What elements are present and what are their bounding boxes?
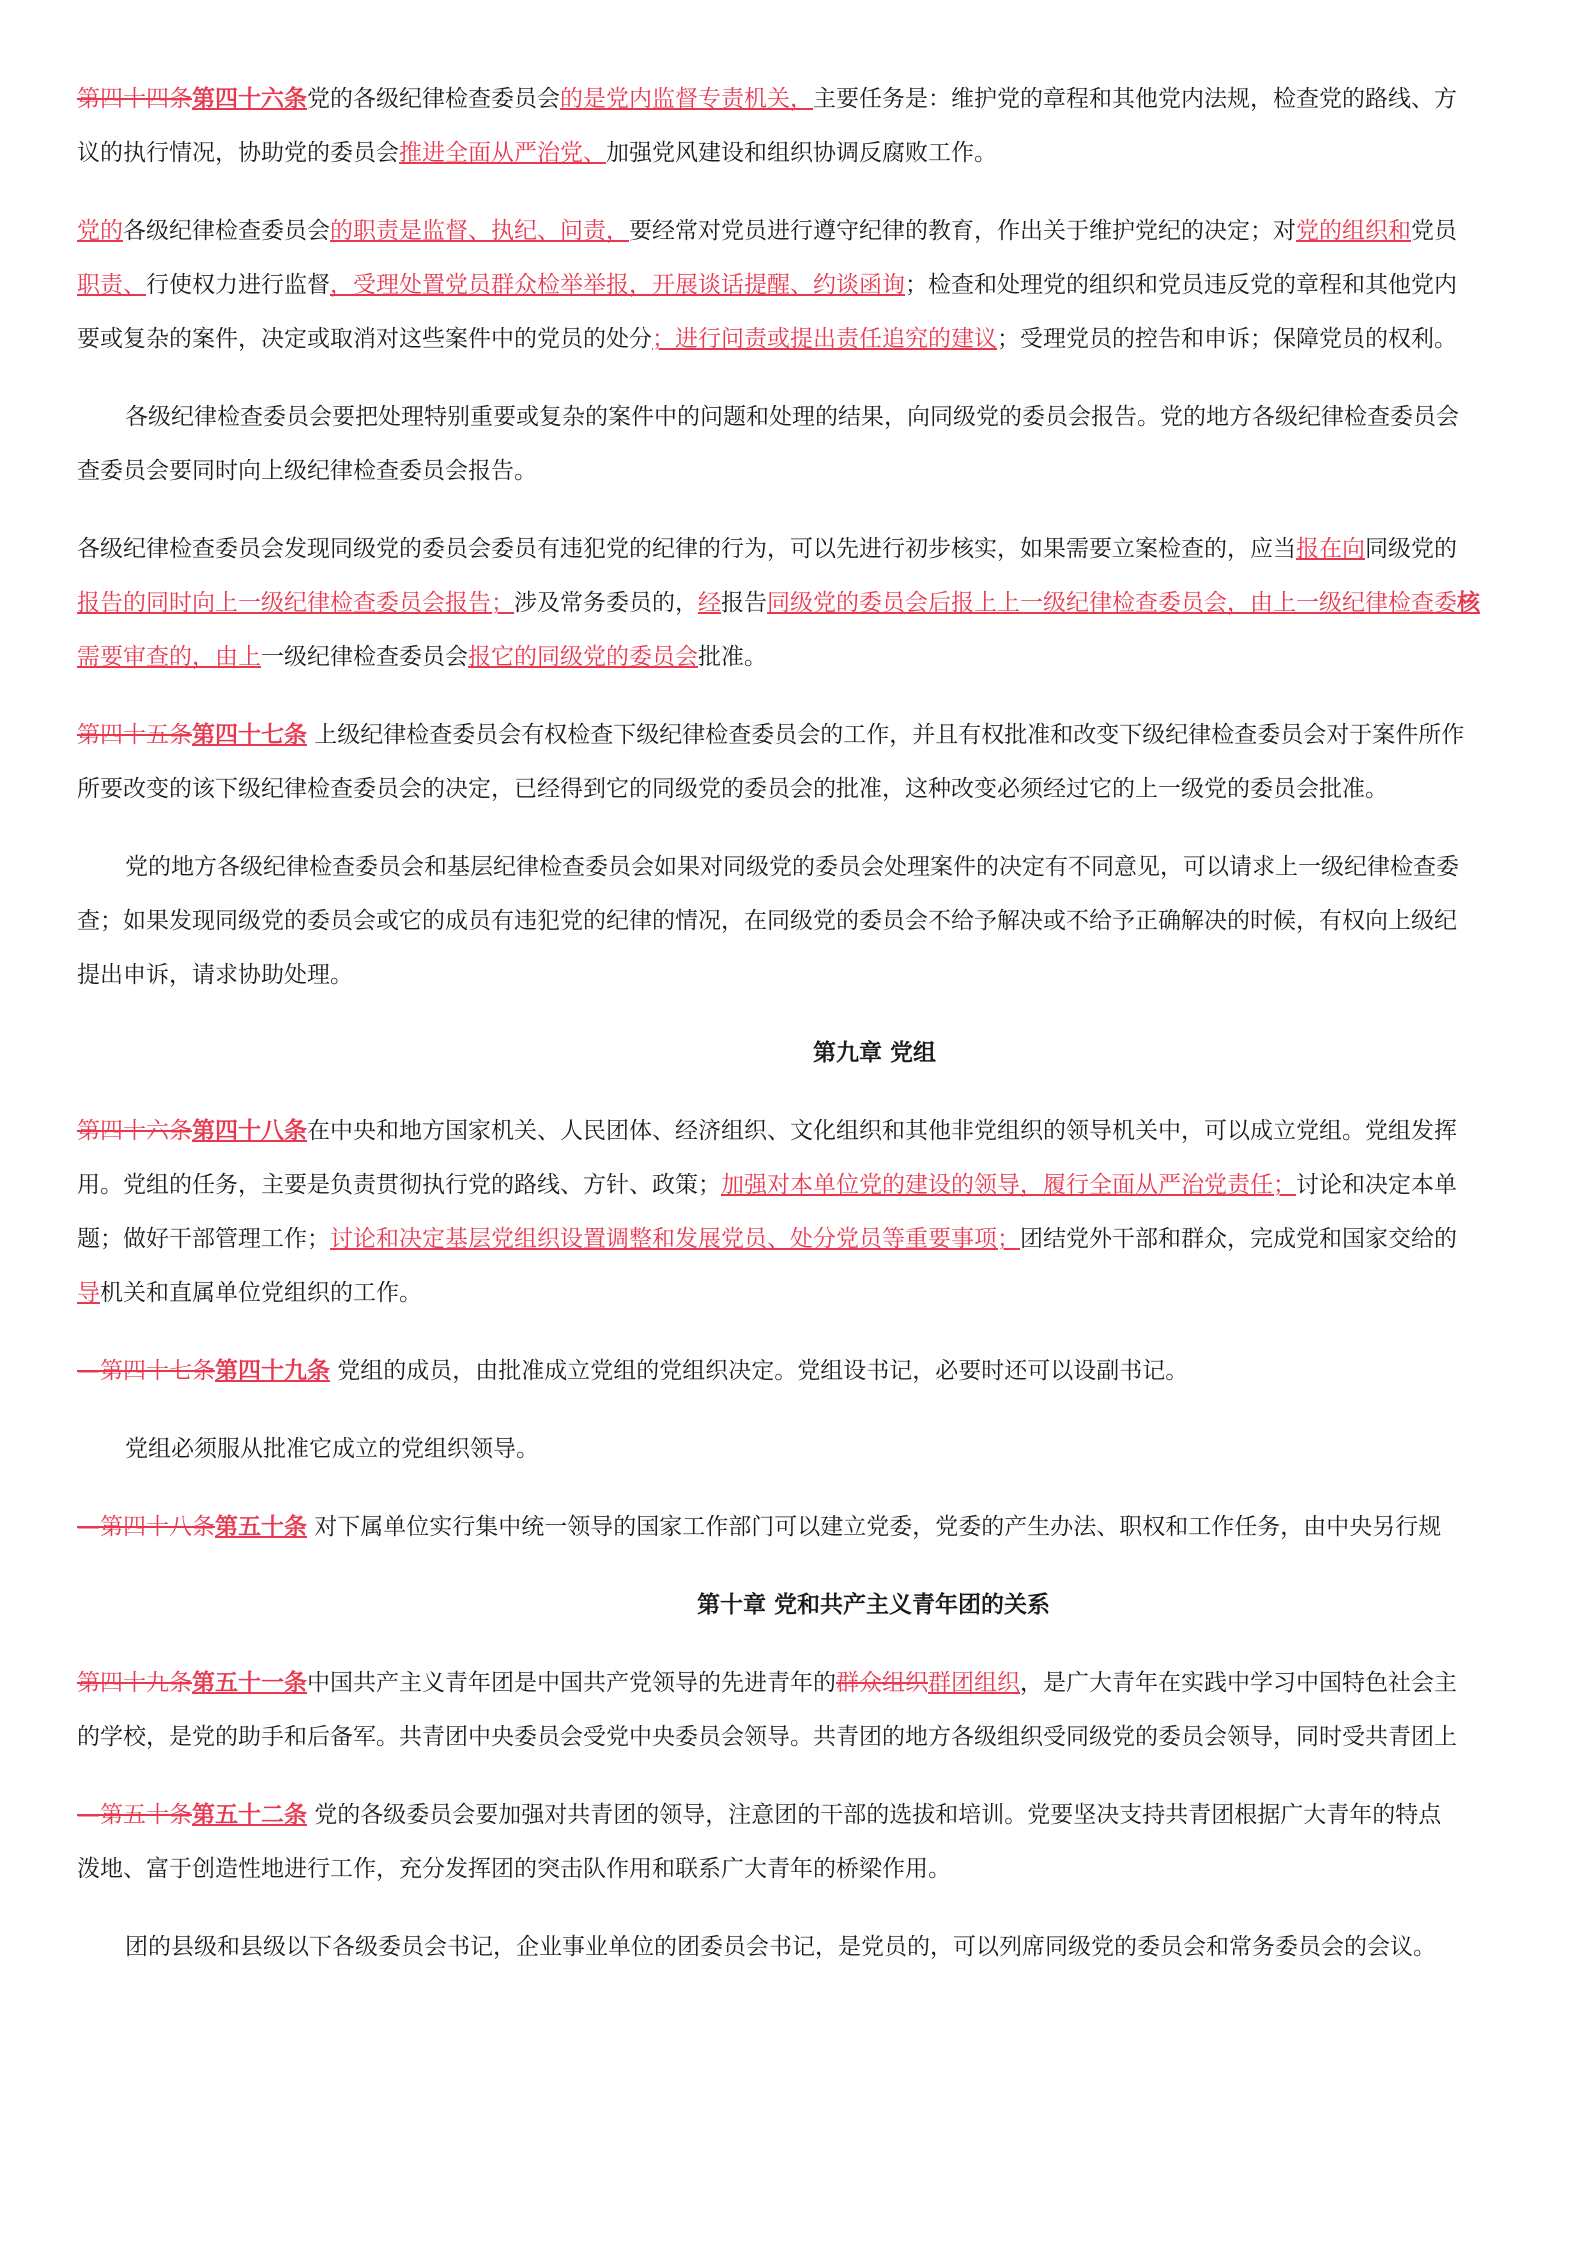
deleted-text: —第五十条 [77, 1802, 192, 1828]
text-line [77, 708, 1547, 762]
text-line [77, 1920, 1547, 1974]
text-line [77, 72, 1547, 126]
report-para [77, 390, 1547, 498]
text-run: ；受理党员的控告和申诉；保障党员的权利。 [997, 326, 1457, 352]
text-line [77, 444, 1547, 498]
text-run: 行使权力进行监督 [146, 272, 330, 298]
text-run: ，是广大青年在实践中学习中国特色社会主 [1020, 1670, 1457, 1696]
inserted-text: 群团组织 [928, 1670, 1020, 1696]
text-line [77, 1842, 1547, 1896]
deleted-text: 群众组织 [836, 1670, 928, 1696]
text-line [77, 1422, 1547, 1476]
text-line [77, 204, 1547, 258]
inserted-text: 第五十条 [215, 1514, 307, 1540]
document-page [77, 72, 1547, 1998]
text-run: 中国共产主义青年团是中国共产党领导的先进青年的 [307, 1670, 836, 1696]
text-line [77, 1104, 1547, 1158]
text-run: 要经常对党员进行遵守纪律的教育，作出关于维护党纪的决定；对 [629, 218, 1296, 244]
text-line [77, 762, 1547, 816]
inserted-text: 第四十八条 [192, 1118, 307, 1144]
inserted-text: 讨论和决定基层党组织设置调整和发展党员、处分党员等重要事项； [330, 1226, 1020, 1252]
text-run: 议的执行情况，协助党的委员会 [77, 140, 399, 166]
text-run: 党组必须服从批准它成立的党组织领导。 [125, 1436, 539, 1462]
inserted-text: 党的组织和 [1296, 218, 1411, 244]
chapter-9-heading: 第九章 党组 [813, 1040, 937, 1066]
text-run: 的学校，是党的助手和后备军。共青团中央委员会受党中央委员会领导。共青团的地方各级组织受同级党的委员会领导，同时受共青团上 [77, 1724, 1457, 1750]
text-run: 报告 [721, 590, 767, 616]
text-line [77, 1344, 1547, 1398]
inserted-text: 加强对本单位党的建设的领导，履行全面从严治党责任； [721, 1172, 1296, 1198]
obey-para [77, 1422, 1547, 1476]
text-run: 同级党的 [1365, 536, 1457, 562]
text-run: 上级纪律检查委员会有权检查下级纪律检查委员会的工作，并且有权批准和改变下级纪律检查委员会对于案件所作 [307, 722, 1465, 748]
text-line [77, 840, 1547, 894]
text-run: 加强党风建设和组织协调反腐败工作。 [606, 140, 997, 166]
inserted-text: ，受理处置党员群众检举举报，开展谈话提醒、约谈函询 [330, 272, 905, 298]
deleted-text: 第四十五条 [77, 722, 192, 748]
inserted-text: 第四十九条 [215, 1358, 330, 1384]
inserted-text: 报在向 [1296, 536, 1365, 562]
text-run: 批准。 [698, 644, 767, 670]
duties-para [77, 204, 1547, 366]
text-run: 一级纪律检查委员会 [261, 644, 468, 670]
inserted-text: 的职责是监督、执纪、问责， [330, 218, 629, 244]
inserted-text: 经 [698, 590, 721, 616]
text-line [77, 1656, 1547, 1710]
text-run: 各级纪律检查委员会要把处理特别重要或复杂的案件中的问题和处理的结果，向同级党的委员会报告。党的地方各级纪律检查委员会 [125, 404, 1459, 430]
text-line [77, 126, 1547, 180]
text-run: 要或复杂的案件，决定或取消对这些案件中的党员的处分 [77, 326, 652, 352]
text-line [77, 1158, 1547, 1212]
deleted-text: 第四十六条 [77, 1118, 192, 1144]
text-run: 党的各级纪律检查委员会 [307, 86, 560, 112]
text-run: 所要改变的该下级纪律检查委员会的决定，已经得到它的同级党的委员会的批准，这种改变必须经过它的上一级党的委员会批准。 [77, 776, 1388, 802]
text-run: 提出申诉，请求协助处理。 [77, 962, 353, 988]
inserted-text: 党的 [77, 218, 123, 244]
text-line [77, 522, 1547, 576]
text-run: 党的地方各级纪律检查委员会和基层纪律检查委员会如果对同级党的委员会处理案件的决定有不同意见，可以请求上一级纪律检查委 [125, 854, 1459, 880]
text-run: 讨论和决定本单 [1296, 1172, 1457, 1198]
text-line [77, 1788, 1547, 1842]
appeal-para [77, 840, 1547, 1002]
text-run: 团结党外干部和群众，完成党和国家交给的 [1020, 1226, 1457, 1252]
text-line [77, 1212, 1547, 1266]
text-run: 查；如果发现同级党的委员会或它的成员有违犯党的纪律的情况，在同级党的委员会不给予解决或不给予正确解决的时候，有权向上级纪 [77, 908, 1457, 934]
text-line [77, 576, 1547, 630]
inserted-text: 的是党内监督专责机关， [560, 86, 813, 112]
text-run: 主要任务是：维护党的章程和其他党内法规，检查党的路线、方 [813, 86, 1457, 112]
deleted-text: 第四十四条 [77, 86, 192, 112]
violation-para [77, 522, 1547, 684]
text-line [77, 630, 1547, 684]
inserted-text: 报它的同级党的委员会 [468, 644, 698, 670]
article-44-46-para [77, 72, 1547, 180]
text-run: 用。党组的任务，主要是负责贯彻执行党的路线、方针、政策； [77, 1172, 721, 1198]
inserted-text: 职责、 [77, 272, 146, 298]
article-45-47-para [77, 708, 1547, 816]
text-run: 查委员会要同时向上级纪律检查委员会报告。 [77, 458, 537, 484]
text-run: 党员 [1411, 218, 1457, 244]
text-run: 对下属单位实行集中统一领导的国家工作部门可以建立党委，党委的产生办法、职权和工作任务，由中央另行规 [307, 1514, 1442, 1540]
text-run: 在中央和地方国家机关、人民团体、经济组织、文化组织和其他非党组织的领导机关中，可以成立党组。党组发挥 [307, 1118, 1457, 1144]
text-run: 题；做好干部管理工作； [77, 1226, 330, 1252]
inserted-text: 第五十一条 [192, 1670, 307, 1696]
article-46-48-para [77, 1104, 1547, 1320]
text-run: 团的县级和县级以下各级委员会书记，企业事业单位的团委员会书记，是党员的，可以列席同级党的委员会和常务委员会的会议。 [125, 1934, 1436, 1960]
deleted-text: —第四十八条 [77, 1514, 215, 1540]
inserted-text: 第四十六条 [192, 86, 307, 112]
text-line [77, 312, 1547, 366]
text-run: 涉及常务委员的， [514, 590, 698, 616]
inserted-text: ；进行问责或提出责任追究的建议 [652, 326, 997, 352]
inserted-text: 同级党的委员会后报上 [767, 590, 997, 616]
inserted-text: 推进全面从严治党、 [399, 140, 606, 166]
deleted-text: —第四十七条 [77, 1358, 215, 1384]
text-run: 党组的成员，由批准成立党组的党组织决定。党组设书记，必要时还可以设副书记。 [330, 1358, 1189, 1384]
inserted-text: 导 [77, 1280, 100, 1306]
text-line [77, 948, 1547, 1002]
article-50-52-para [77, 1788, 1547, 1896]
inserted-text: 核 [1457, 590, 1480, 616]
chapter-10-heading: 第十章 党和共产主义青年团的关系 [697, 1592, 1051, 1618]
article-47-49-para [77, 1344, 1547, 1398]
text-line [77, 1710, 1547, 1764]
inserted-text: 需要审查的，由上 [77, 644, 261, 670]
text-run: 各级纪律检查委员会发现同级党的委员会委员有违犯党的纪律的行为，可以先进行初步核实，如果需要立案检查的，应当 [77, 536, 1296, 562]
text-run: 党的各级委员会要加强对共青团的领导，注意团的干部的选拔和培训。党要坚决支持共青团根据广大青年的特点 [307, 1802, 1442, 1828]
text-line [77, 1500, 1547, 1554]
article-48-50-para [77, 1500, 1547, 1554]
text-line [77, 894, 1547, 948]
text-run: 机关和直属单位党组织的工作。 [100, 1280, 422, 1306]
article-49-51-para [77, 1656, 1547, 1764]
text-line [77, 390, 1547, 444]
inserted-text: 第四十七条 [192, 722, 307, 748]
inserted-text: 报告的同时向上一级纪律检查委员会报告； [77, 590, 514, 616]
text-run: ；检查和处理党的组织和党员违反党的章程和其他党内 [905, 272, 1457, 298]
inserted-text: 第五十二条 [192, 1802, 307, 1828]
text-run: 各级纪律检查委员会 [123, 218, 330, 244]
youth-secretary-para [77, 1920, 1547, 1974]
text-line [77, 1266, 1547, 1320]
deleted-text: 第四十九条 [77, 1670, 192, 1696]
text-run: 泼地、富于创造性地进行工作，充分发挥团的突击队作用和联系广大青年的桥梁作用。 [77, 1856, 951, 1882]
text-line [77, 258, 1547, 312]
inserted-text: 上一级纪律检查委员会，由上一级纪律检查委 [997, 590, 1457, 616]
